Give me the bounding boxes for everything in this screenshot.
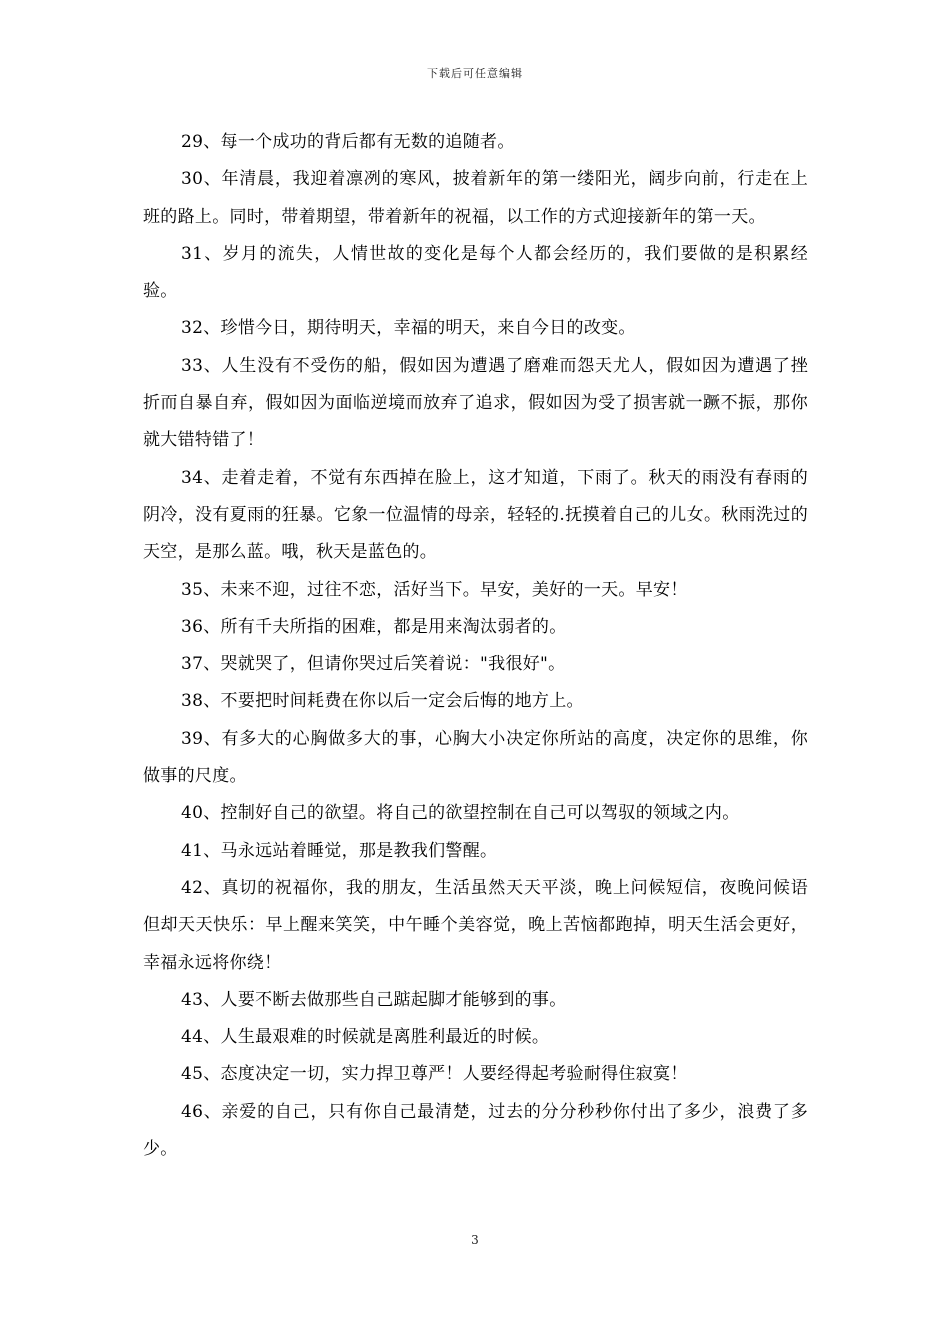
paragraph-32: 32、珍惜今日，期待明天，幸福的明天，来自今日的改变。 — [181, 318, 636, 339]
paragraph-37: 37、哭就哭了，但请你哭过后笑着说："我很好"。 — [181, 654, 566, 675]
paragraph-40: 40、控制好自己的欲望。将自己的欲望控制在自己可以驾驭的领域之内。 — [181, 803, 740, 824]
document-body — [143, 124, 808, 1168]
paragraph-38: 38、不要把时间耗费在你以后一定会后悔的地方上。 — [181, 691, 584, 712]
paragraph-44: 44、人生最艰难的时候就是离胜利最近的时候。 — [181, 1027, 550, 1048]
paragraph-35: 35、未来不迎，过往不恋，活好当下。早安，美好的一天。早安！ — [181, 579, 688, 600]
paragraph-29: 29、每一个成功的背后都有无数的追随者。 — [181, 132, 515, 152]
paragraph-31: 31、岁月的流失，人情世故的变化是每个人都会经历的，我们要做的是积累经验。 — [143, 243, 808, 302]
paragraph-33: 33、人生没有不受伤的船，假如因为遭遇了磨难而怨天尤人，假如因为遭遇了挫折而自暴自弃，假如因为面临逆境而放弃了追求，假如因为受了损害就一蹶不振，那你就大错特错了！ — [143, 355, 808, 451]
paragraph-30: 30、年清晨，我迎着凛冽的寒风，披着新年的第一缕阳光，阔步向前，行走在上班的路上。同时，带着期望，带着新年的祝福，以工作的方式迎接新年的第一天。 — [143, 169, 808, 227]
paragraph-43: 43、人要不断去做那些自己踮起脚才能够到的事。 — [181, 989, 567, 1010]
page-number: 3 — [471, 1233, 479, 1247]
paragraph-42: 42、真切的祝福你，我的朋友，生活虽然天天平淡，晚上问候短信，夜晚问候语但却天天快乐：早上醒来笑笑，中午睡个美容觉，晚上苦恼都跑掉，明天生活会更好，幸福永远将你绕！ — [143, 877, 808, 973]
paragraph-45: 45、态度决定一切，实力捍卫尊严！人要经得起考验耐得住寂寞！ — [181, 1064, 688, 1085]
paragraph-34: 34、走着走着，不觉有东西掉在脸上，这才知道，下雨了。秋天的雨没有春雨的阴冷，没有夏雨的狂暴。它象一位温情的母亲，轻轻的.抚摸着自己的儿女。秋雨洗过的天空，是那么蓝。哦，秋天是蓝色的。 — [143, 467, 808, 563]
paragraph-46: 46、亲爱的自己，只有你自己最清楚，过去的分分秒秒你付出了多少，浪费了多少。 — [143, 1101, 808, 1160]
paragraph-41: 41、马永远站着睡觉，那是教我们警醒。 — [181, 840, 498, 861]
page-header: 下载后可任意编辑 — [427, 67, 523, 80]
paragraph-36: 36、所有千夫所指的困难，都是用来淘汰弱者的。 — [181, 616, 567, 637]
paragraph-39: 39、有多大的心胸做多大的事，心胸大小决定你所站的高度，决定你的思维，你做事的尺度。 — [143, 728, 808, 787]
